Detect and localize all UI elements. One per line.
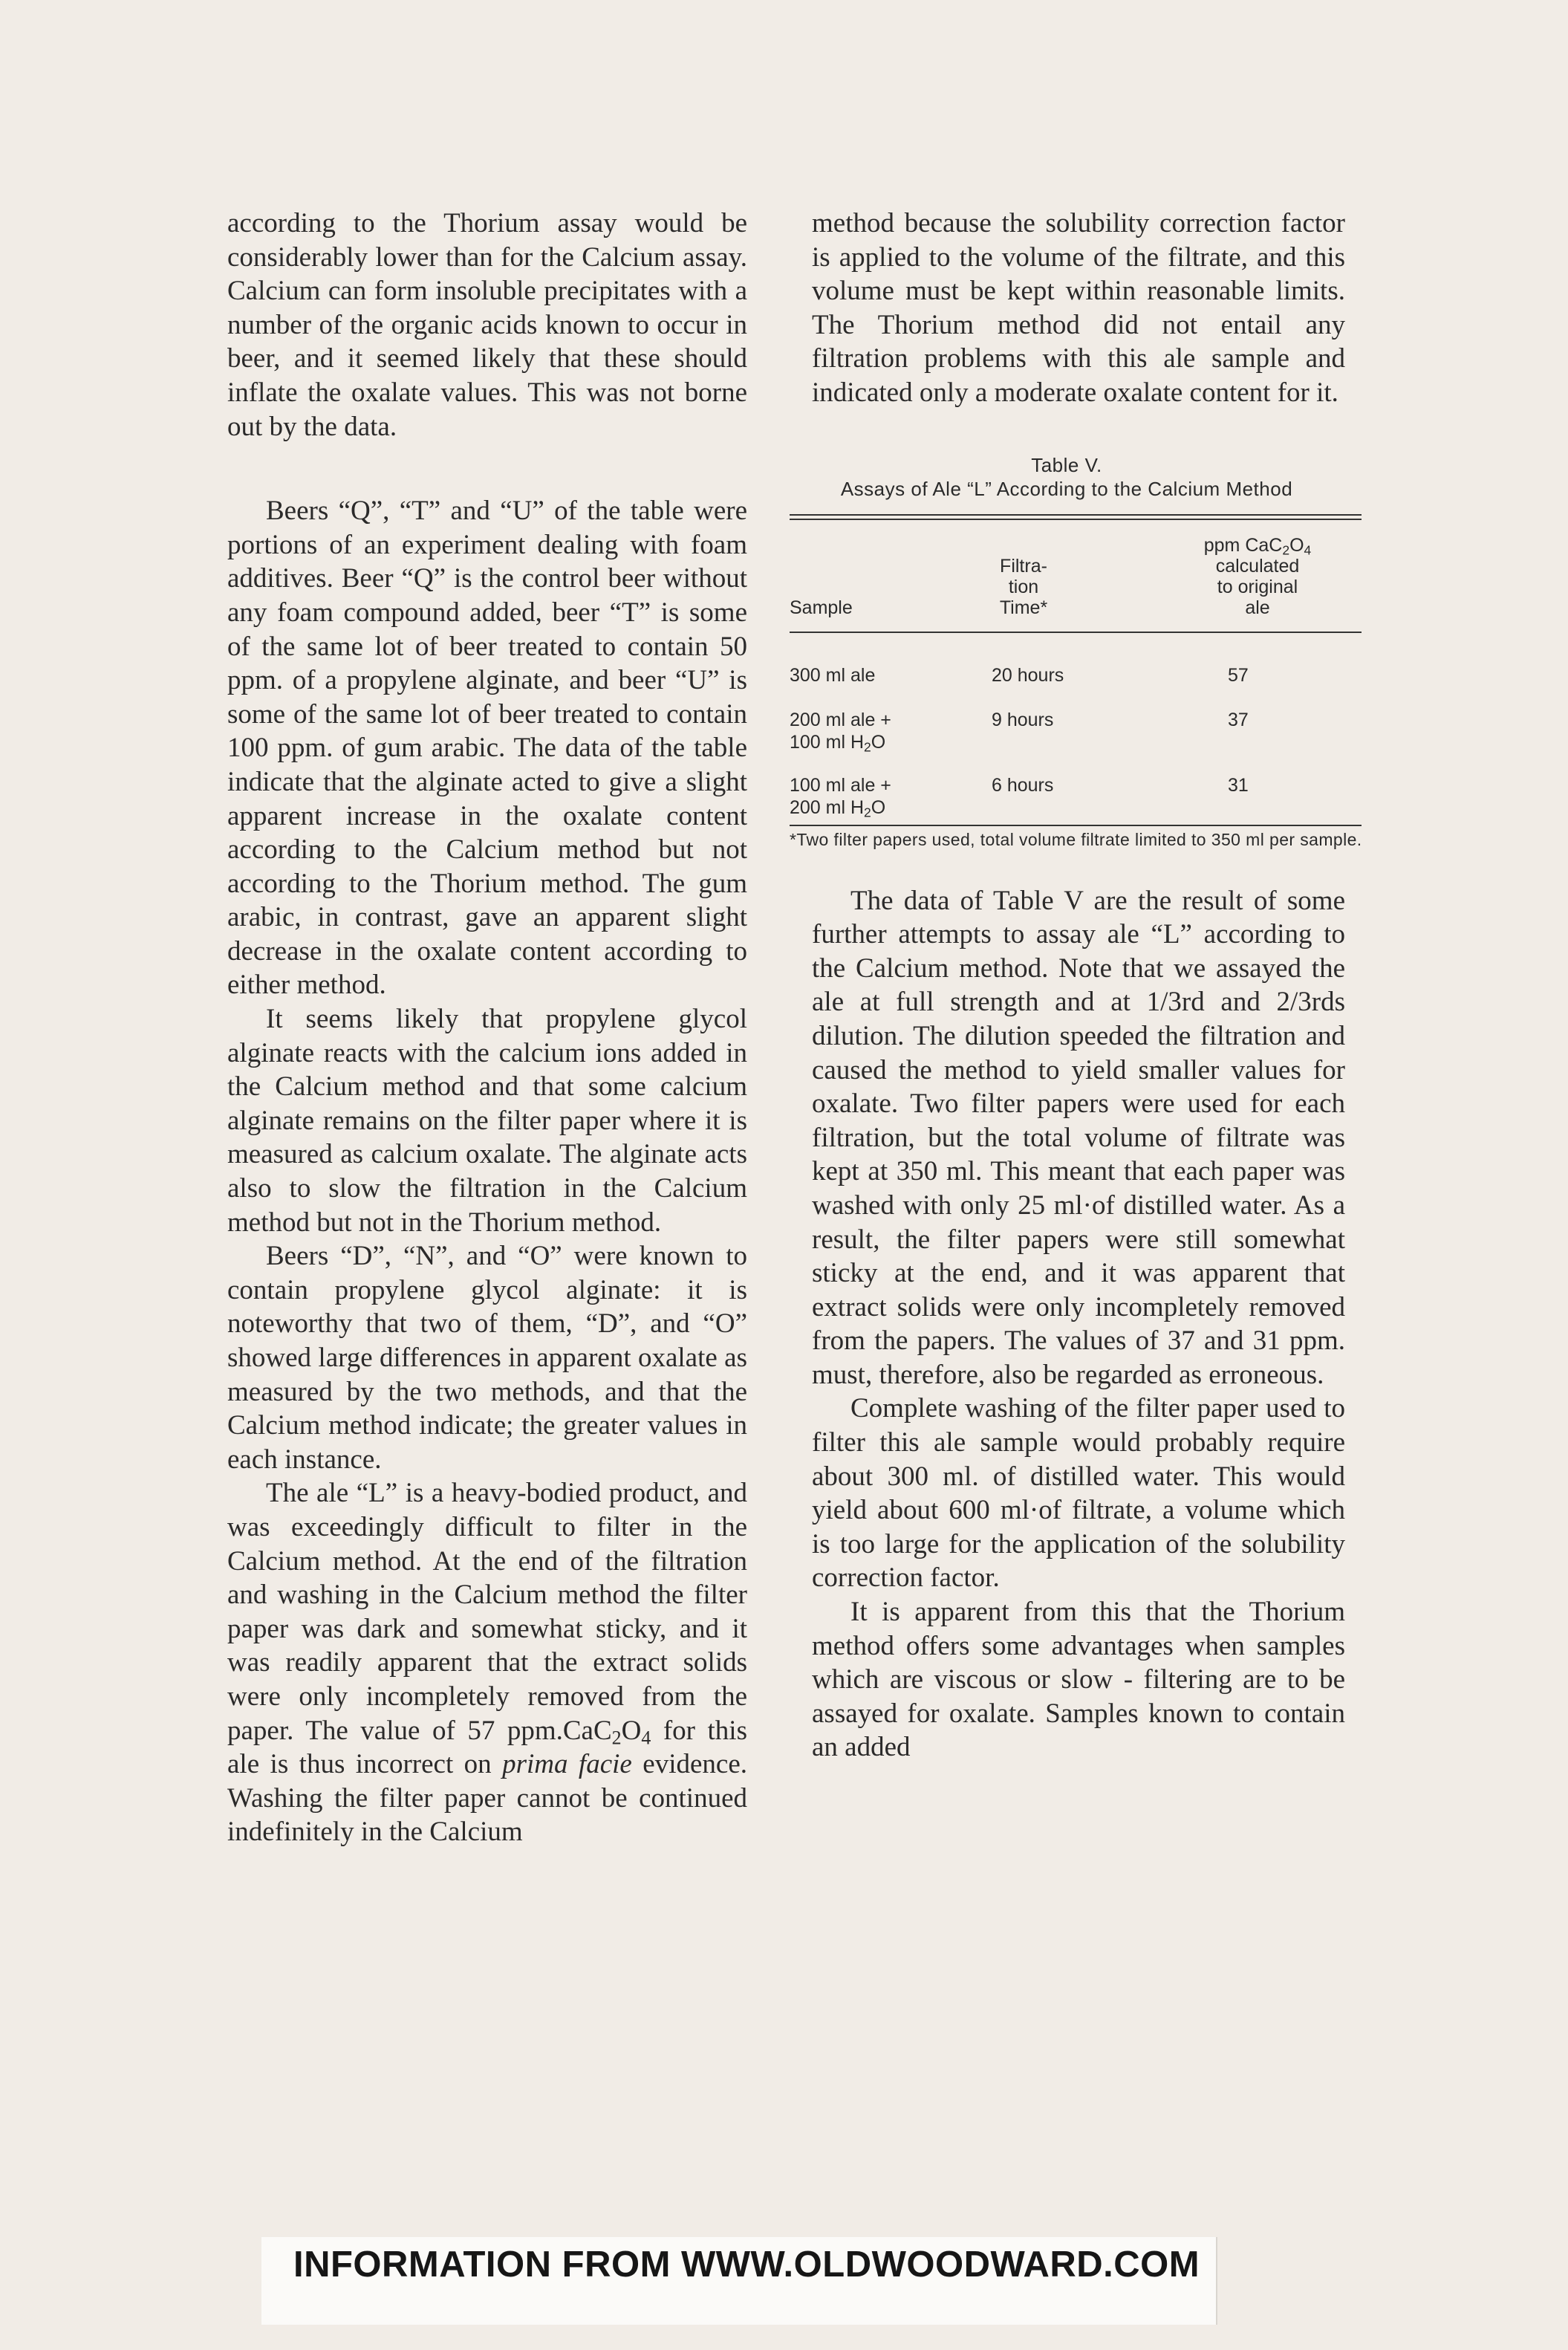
cell-ppm: 37 xyxy=(1228,709,1249,730)
cell-ppm: 57 xyxy=(1228,664,1249,686)
header-line xyxy=(1176,535,1339,556)
text-run: O xyxy=(621,1715,642,1746)
text-run: The ale “L” is a heavy-bodied product, and was exceedingly difficult to filter in the Calcium method. At the end of the filtration and washing in the Calcium method the filter paper was dark and somewhat sticky, and it was readily apparent that the extract solids were only incompletely removed from the paper. The value of 57 ppm.CaC xyxy=(227,1478,747,1746)
paragraph: Complete washing of the filter paper used to filter this ale sample would probably require about 300 ml. of distilled water. This would yield about 600 ml·of filtrate, a volume which is too large for the application of the solubility correction factor. xyxy=(812,1393,1345,1594)
header-line: Time* xyxy=(999,597,1048,618)
table-footnote: *Two filter papers used, total volume filtrate limited to 350 ml per sample. xyxy=(790,829,1362,849)
subscript: 4 xyxy=(641,1727,651,1748)
subscript: 2 xyxy=(1282,542,1290,557)
table-title: Table V. xyxy=(1031,453,1102,476)
table-row xyxy=(790,633,1345,688)
header-sample: Sample xyxy=(790,597,853,618)
header-line: Filtra- xyxy=(1000,555,1047,577)
paragraph: according to the Thorium assay would be considerably lower than for the Calcium assay. Calcium can form insoluble precipitates with a number of the organic acids known to occur in beer, and it seemed likely that these should inflate the oxalate values. This was not borne out by the data. xyxy=(227,208,747,442)
text-run: O xyxy=(1289,534,1304,556)
table-header xyxy=(790,520,1345,632)
cell-time: 20 hours xyxy=(992,664,1064,686)
text-run xyxy=(790,731,891,753)
table-row xyxy=(790,688,1345,753)
cell-time: 9 hours xyxy=(992,709,1054,730)
header-line: to original xyxy=(1217,576,1298,597)
paragraph: It seems likely that propylene glycol alginate reacts with the calcium ions added in the Calcium method and that some calcium alginate remains on the filter paper where it is measured as calcium oxalate. The alginate acts also to slow the filtration in the Calcium method but not in the Thorium method. xyxy=(227,1004,747,1238)
italic-text: prima facie xyxy=(502,1749,632,1780)
subscript: 4 xyxy=(1304,542,1312,557)
paragraph: Beers “Q”, “T” and “U” of the table were portions of an experiment dealing with foam additives. Beer “Q” is the control beer without any foam compound added, beer “T” is some of the same lot of beer treated to contain 50 ppm. of a propylene alginate, and beer “U” is some of the same lot of beer treated to contain 100 ppm. of gum arabic. The data of the table indicate that the alginate acted to give a slight apparent increase in the oxalate content according to the Calcium method but not according to the Thorium method. The gum arabic, in contrast, gave an apparent slight decrease in the oxalate content according to either method. xyxy=(227,496,747,1001)
text-run: for this ale is thus incorrect on xyxy=(227,1715,747,1780)
cell-time: 6 hours xyxy=(992,774,1054,796)
table-top-rule xyxy=(790,514,1362,520)
table-subtitle: Assays of Ale “L” According to the Calcium Method xyxy=(840,477,1293,500)
paragraph: The data of Table V are the result of some further attempts to assay ale “L” according to the Calcium method. Note that we assayed the ale at full strength and at 1/3rd and 2/3rds dilution. The dilution speeded the filtration and caused the method to yield smaller values for oxalate. Two filter papers were used for each filtration, but the total volume of filtrate was kept at 350 ml. This meant that each paper was washed with only 25 ml·of distilled water. As a result, the filter papers were still somewhat sticky at the end, and it was apparent that extract solids were only incompletely removed from the papers. The values of 37 and 31 ppm. must, therefore, also be regarded as erroneous. xyxy=(812,885,1345,1390)
header-ppm xyxy=(1176,535,1339,618)
cell-ppm: 31 xyxy=(1228,774,1249,796)
right-column xyxy=(790,207,1362,1765)
text-run xyxy=(790,796,891,819)
header-time xyxy=(968,556,1079,618)
text-run: 200 ml ale + xyxy=(790,709,891,730)
paragraph: Beers “D”, “N”, and “O” were known to contain propylene glycol alginate: it is noteworthy that two of them, “D”, and “O” showed large differences in apparent oxalate as measured by the two methods, and that the Calcium method indicate; the greater values in each instance. xyxy=(227,1241,747,1475)
table-v xyxy=(790,453,1362,850)
paragraph xyxy=(227,1476,747,1849)
text-run: 100 ml H xyxy=(790,731,865,753)
table-row xyxy=(790,753,1345,825)
paragraph: method because the solubility correction factor is applied to the volume of the filtrate, and this volume must be kept within reasonable limits. The Thorium method did not entail any filtration problems with this ale sample and indicated only a moderate oxalate content for it. xyxy=(812,208,1345,408)
subscript: 2 xyxy=(611,1727,622,1748)
left-column xyxy=(227,207,747,1849)
cell-sample xyxy=(790,774,891,819)
footer-text: INFORMATION FROM WWW.OLDWOODWARD.COM xyxy=(293,2244,1200,2285)
text-run: ppm CaC xyxy=(1203,534,1283,556)
header-line: calculated xyxy=(1215,555,1300,577)
text-run: evidence. Washing the filter paper cannot be continued indefinitely in the Calcium xyxy=(227,1749,747,1848)
subscript: 2 xyxy=(864,739,871,754)
subscript: 2 xyxy=(864,804,871,819)
header-line: tion xyxy=(1008,576,1039,597)
cell-sample: 300 ml ale xyxy=(790,664,876,686)
paragraph: It is apparent from this that the Thorium method offers some advantages when samples which are viscous or slow - filtering are to be assayed for oxalate. Samples known to contain an added xyxy=(812,1597,1345,1763)
cell-sample xyxy=(790,709,891,753)
text-run: 200 ml H xyxy=(790,796,865,818)
header-line: ale xyxy=(1245,597,1270,618)
text-run: O xyxy=(871,731,886,753)
text-run: 100 ml ale + xyxy=(790,774,891,796)
text-run: O xyxy=(871,796,886,818)
